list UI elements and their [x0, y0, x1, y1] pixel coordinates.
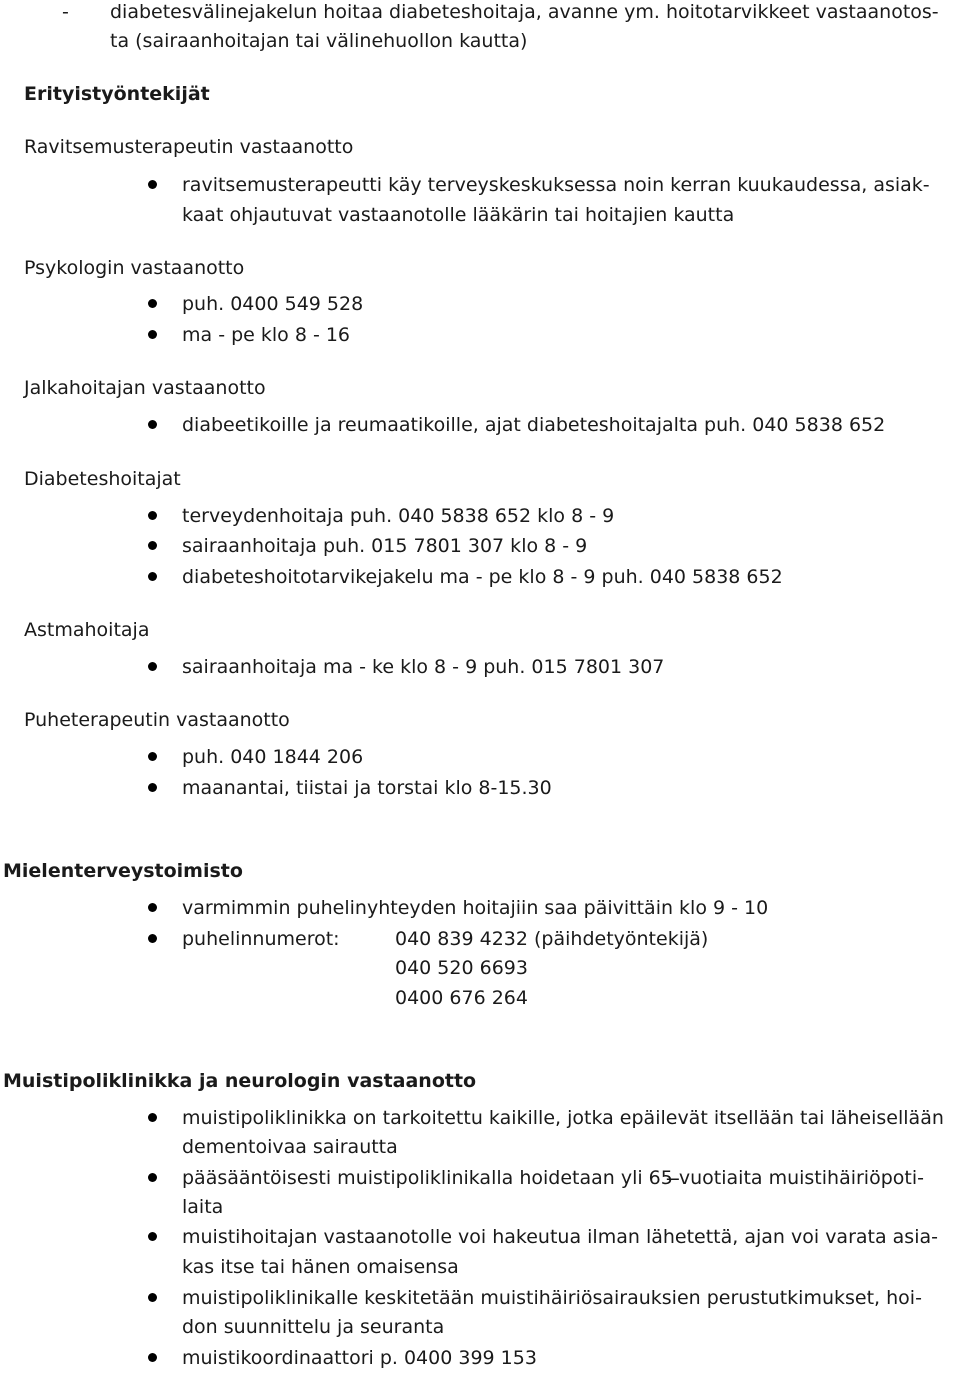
- erityistyontekijat-heading: Erityistyöntekijät: [24, 83, 210, 105]
- ravitsemus-title: Ravitsemusterapeutin vastaanotto: [24, 136, 354, 158]
- muisti-item-4: muistipoliklinikalle keskitetään muistihäiriösairauksien perustutkimukset, hoi-: [182, 1283, 922, 1313]
- mielenterveys-item-1: varmimmin puhelinyhteyden hoitajiin saa päivittäin klo 9 - 10: [182, 893, 768, 923]
- muisti-item-1-cont: dementoivaa sairautta: [182, 1136, 398, 1158]
- psykologi-title: Psykologin vastaanotto: [24, 257, 245, 279]
- puhe-item-2: maanantai, tiistai ja torstai klo 8-15.30: [182, 773, 552, 803]
- ravitsemus-item-cont: kaat ohjautuvat vastaanotolle lääkärin tai hoitajien kautta: [182, 204, 735, 226]
- mielenterveys-heading: Mielenterveystoimisto: [3, 860, 243, 882]
- jalka-title: Jalkahoitajan vastaanotto: [24, 377, 266, 399]
- diabetes-item-2: sairaanhoitaja puh. 015 7801 307 klo 8 - 9: [182, 531, 587, 561]
- jalka-item-1: diabeetikoille ja reumaatikoille, ajat diabeteshoitajalta puh. 040 5838 652: [182, 410, 885, 440]
- psykologi-item-2: ma - pe klo 8 - 16: [182, 320, 350, 350]
- intro-line-1: diabetesvälinejakelun hoitaa diabeteshoitaja, avanne ym. hoitotarvikkeet vastaanotos-: [110, 1, 939, 23]
- muisti-item-2: pääsääntöisesti muistipoliklinikalla hoidetaan yli 65 ̶vuotiaita muistihäiriöpoti-: [182, 1163, 924, 1193]
- muisti-item-2-cont: laita: [182, 1196, 224, 1218]
- muisti-item-1: muistipoliklinikka on tarkoitettu kaikille, jotka epäilevät itsellään tai läheisellään: [182, 1103, 944, 1133]
- astma-title: Astmahoitaja: [24, 619, 150, 641]
- ravitsemus-item: ravitsemusterapeutti käy terveyskeskuksessa noin kerran kuukaudessa, asiak-: [182, 170, 930, 200]
- mielenterveys-number-1: 040 839 4232 (päihdetyöntekijä): [395, 928, 709, 950]
- diabetes-item-3: diabeteshoitotarvikejakelu ma - pe klo 8 - 9 puh. 040 5838 652: [182, 562, 783, 592]
- puhe-item-1: puh. 040 1844 206: [182, 742, 363, 772]
- muisti-item-3-cont: kas itse tai hänen omaisensa: [182, 1256, 459, 1278]
- diabetes-title: Diabeteshoitajat: [24, 468, 181, 490]
- intro-dash: -: [62, 1, 69, 23]
- muisti-item-3: muistihoitajan vastaanotolle voi hakeutua ilman lähetettä, ajan voi varata asia-: [182, 1222, 938, 1252]
- muisti-heading: Muistipoliklinikka ja neurologin vastaanotto: [3, 1070, 477, 1092]
- muisti-item-4-cont: don suunnittelu ja seuranta: [182, 1316, 445, 1338]
- muisti-item-5: muistikoordinaattori p. 0400 399 153: [182, 1343, 537, 1373]
- psykologi-item-1: puh. 0400 549 528: [182, 289, 363, 319]
- diabetes-item-1: terveydenhoitaja puh. 040 5838 652 klo 8 - 9: [182, 501, 614, 531]
- mielenterveys-numbers-label: puhelinnumerot:: [182, 924, 340, 954]
- mielenterveys-number-2: 040 520 6693: [395, 957, 528, 979]
- astma-item-1: sairaanhoitaja ma - ke klo 8 - 9 puh. 015 7801 307: [182, 652, 664, 682]
- mielenterveys-number-3: 0400 676 264: [395, 987, 528, 1009]
- puhe-title: Puheterapeutin vastaanotto: [24, 709, 290, 731]
- intro-line-2: ta (sairaanhoitajan tai välinehuollon kautta): [110, 30, 528, 52]
